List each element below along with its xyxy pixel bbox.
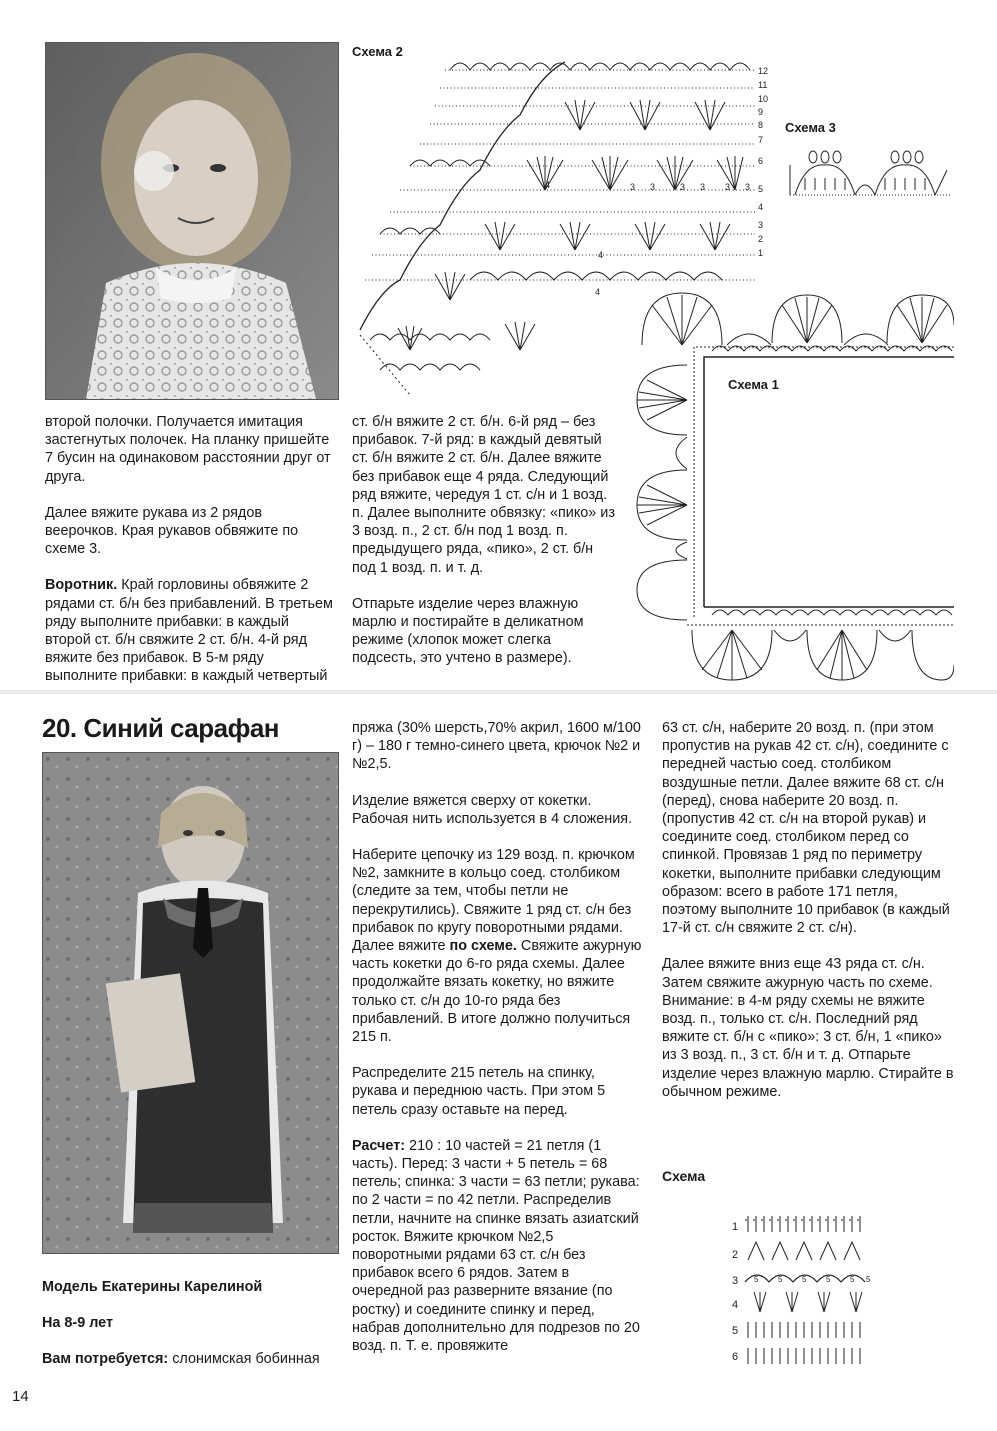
schema2-inner-number: 3 [630, 182, 636, 192]
paragraph: Далее вяжите рукава из 2 рядов веерочков. Края рукавов обвяжите по схеме 3. [45, 504, 299, 558]
schema2-row-number: 6 [758, 156, 764, 166]
paragraph-part: 210 : 10 частей = 21 петля (1 часть). Перед: 3 части + 5 петель = 68 петель; спинка: 3 части = 63 петли; рукава: по 2 части = по 42 петли. Распределив петли, начните на спинке вязать азиатский росток. Вяжите крючком №2,5 поворотными рядами 63 ст. с/н без прибавок всего 6 рядов. Затем в очередной раз разверните вязание (по ростку) и соедините спинку и перед, набрав дополнительно для подрезов по 20 возд. п. Т. е. провяжите [352, 1137, 640, 1355]
schema-row-number: 2 [732, 1249, 739, 1261]
bottom-text-column-2 [352, 719, 644, 1373]
emphasis: по схеме. [449, 938, 517, 955]
schema-row-number: 1 [732, 1221, 739, 1233]
bottom-text-column-3 [662, 719, 955, 1119]
schema-row-number: 5 [732, 1325, 739, 1337]
section-title: 20. Синий сарафан [42, 713, 280, 743]
bottom-schema-label: Схема [662, 1168, 706, 1184]
schema2-inner-number: 3 [680, 182, 686, 192]
schema2-row-number: 5 [758, 184, 764, 194]
schema-inner-number: 5 [826, 1275, 831, 1284]
schema-row-number: 3 [732, 1275, 739, 1287]
schema2-row-number: 8 [758, 120, 764, 130]
model-caption [42, 1278, 342, 1386]
schema2-row-number: 3 [758, 220, 764, 230]
model-author: Модель Екатерины Карелиной [42, 1279, 263, 1295]
schema1-diagram [632, 285, 954, 685]
paragraph: Распределите 215 петель на спинку, рукава и переднюю часть. При этом 5 петель сразу оставьте на перед. [352, 1065, 606, 1118]
schema-inner-number: 5 [754, 1275, 759, 1284]
schema2-row-number: 9 [758, 107, 764, 117]
schema-row-number: 6 [732, 1351, 739, 1363]
paragraph-collar [45, 576, 337, 685]
schema2-row-number: 11 [758, 80, 768, 90]
calc-heading: Расчет: [352, 1137, 406, 1154]
paragraph: Изделие вяжется сверху от кокетки. Рабочая нить используется в 4 сложения. [352, 792, 633, 827]
schema2-inner-number: 4 [545, 180, 551, 190]
materials-line [42, 1350, 342, 1368]
schema2-inner-number: 3 [745, 182, 751, 192]
paragraph-part: Свяжите ажурную часть кокетки до 6-го ряда схемы. Далее продолжайте вязать кокетку, но вяжите только ст. с/н до 10-го ряда без прибавлений. В итоге должно получиться 215 п. [352, 938, 642, 1046]
paragraph-part: Наберите цепочку из 129 возд. п. крючком №2, замкните в кольцо соед. столбиком (следите за тем, чтобы петли не перекрутились). Свяжите 1 ряд ст. с/н без прибавок по кругу поворотными рядами. Далее вяжите [352, 847, 635, 955]
paragraph [352, 846, 644, 1046]
top-text-column-2 [352, 413, 617, 686]
photo-girl-white-blouse [45, 42, 339, 400]
schema2-row-number: 4 [758, 202, 764, 212]
paragraph: пряжа (30% шерсть,70% акрил, 1600 м/100 г) – 180 г темно-синего цвета, крючок №2 и №2,5. [352, 720, 641, 773]
section-divider [0, 690, 997, 694]
schema3-label: Схема 3 [785, 120, 836, 135]
schema2-inner-number: 4 [595, 287, 601, 297]
schema1-label: Схема 1 [728, 377, 779, 392]
schema-inner-number: 5 [778, 1275, 783, 1284]
bottom-schema-diagram [730, 1210, 880, 1370]
schema3-diagram [785, 145, 955, 205]
paragraph: ст. б/н вяжите 2 ст. б/н. 6-й ряд – без прибавок. 7-й ряд: в каждый девятый ст. б/н вяжите 2 ст. б/н. Далее вяжите без прибавок еще 4 ряда. Следующий ряд вяжите, чередуя 1 ст. с/н и 1 возд. п. Далее выполните обвязку: «пико» из 3 возд. п., 2 ст. б/н под 1 возд. п. предыдущего ряда, «пико», 2 ст. б/н под 1 возд. п. и т. д. [352, 414, 615, 576]
schema-inner-number: 5 [866, 1275, 871, 1284]
schema2-row-number: 1 [758, 248, 764, 258]
paragraph: Отпарьте изделие через влажную марлю и постирайте в деликатном режиме (хлопок может слегка подсесть, это учтено в размере). [352, 595, 584, 667]
paragraph [352, 1137, 644, 1355]
collar-heading: Воротник. [45, 577, 118, 594]
page-number: 14 [12, 1388, 29, 1405]
schema-row-number: 4 [732, 1299, 739, 1311]
paragraph: Далее вяжите вниз еще 43 ряда ст. с/н. Затем свяжите ажурную часть по схеме. Внимание: в 4-м ряду схемы не вяжите возд. п., только ст. с/н. Последний ряд вяжите ст. б/н с «пико»: 3 ст. б/н, 1 «пико» из 3 возд. п., 3 ст. б/н и т. д. Отпарьте изделие через влажную марлю. Стирайте в обычном режиме. [662, 956, 954, 1100]
paragraph: второй полочки. Получается имитация застегнутых полочек. На планку пришейте 7 бусин на одинаковом расстоянии друг от друга. [45, 414, 331, 485]
schema2-row-number: 7 [758, 135, 764, 145]
schema2-row-number: 2 [758, 234, 764, 244]
photo-girl-blue-sundress [42, 752, 339, 1254]
schema2-row-number: 12 [758, 66, 769, 76]
schema2-inner-number: 3 [725, 182, 731, 192]
schema2-inner-number: 3 [650, 182, 656, 192]
schema2-inner-number: 4 [598, 250, 604, 260]
schema-inner-number: 5 [850, 1275, 855, 1284]
model-size: На 8-9 лет [42, 1315, 114, 1331]
paragraph: 63 ст. с/н, наберите 20 возд. п. (при этом пропустив на рукав 42 ст. с/н), соедините с передней частью соед. столбиком воздушные петли. Далее вяжите 68 ст. с/н (перед), снова наберите 20 возд. п. (пропустив 42 ст. с/н на второй рукав) и соедините соед. столбиком перед со спинкой. Провязав 1 ряд по периметру кокетки, выполните прибавки следующим образом: всего в работе 171 петля, поэтому выполните 10 прибавок (в каждый 17-й ст. с/н свяжите 2 ст. с/н). [662, 720, 950, 937]
top-text-column-1 [45, 413, 337, 704]
schema2-inner-number: 3 [700, 182, 706, 192]
materials-heading: Вам потребуется: [42, 1351, 169, 1367]
schema-inner-number: 5 [802, 1275, 807, 1284]
collar-text: Край горловины обвяжите 2 рядами ст. б/н без прибавлений. В третьем ряду выполните прибавки: в каждый второй ст. б/н свяжите 2 ст. б/н. 4-й ряд вяжите без прибавок. В 5-м ряду выполните прибавки: в каждый четвертый [45, 577, 333, 685]
materials-text: слонимская бобинная [168, 1351, 320, 1367]
schema2-label: Схема 2 [352, 44, 403, 59]
schema2-row-number: 10 [758, 94, 769, 104]
